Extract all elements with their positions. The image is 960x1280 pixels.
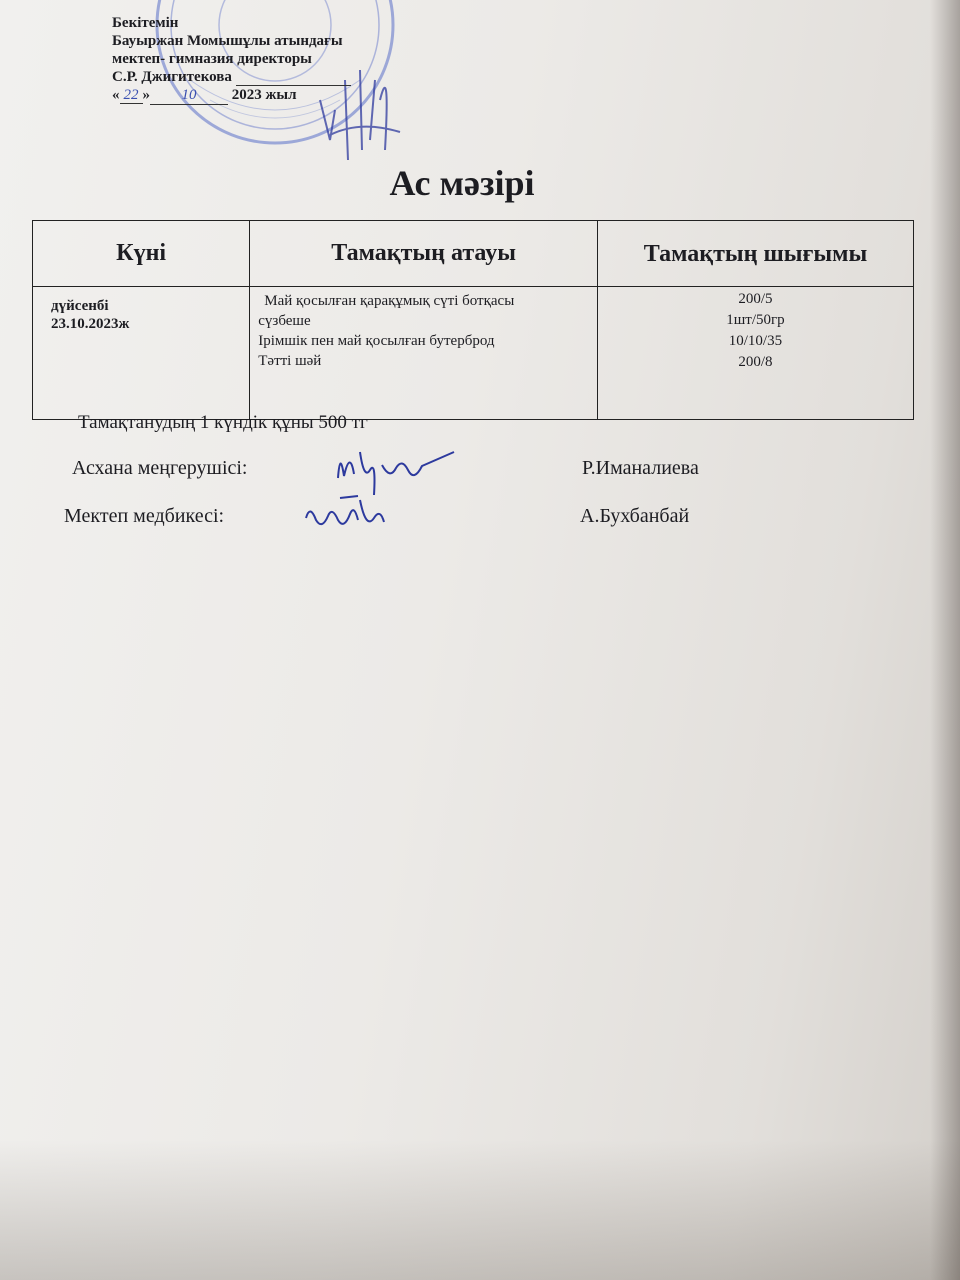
approval-heading: Бекітемін bbox=[112, 15, 179, 31]
date-quote-close: » bbox=[142, 87, 150, 103]
approval-position: мектеп- гимназия директоры bbox=[112, 51, 312, 67]
dish-item: сүзбеше bbox=[258, 313, 311, 329]
date-month: 10 bbox=[150, 86, 228, 105]
page-title: Ас мәзірі bbox=[389, 163, 535, 203]
nurse-signature bbox=[300, 490, 390, 540]
dish-item: Ірімшік пен май қосылған бутерброд bbox=[258, 333, 495, 349]
day-name: дүйсенбі bbox=[51, 298, 109, 314]
day-date: 23.10.2023ж bbox=[51, 316, 130, 332]
output-item: 200/8 bbox=[738, 354, 773, 370]
page-shadow bbox=[930, 0, 960, 1280]
output-cell bbox=[597, 287, 913, 420]
menu-table bbox=[32, 220, 914, 420]
date-year: 2023 жыл bbox=[231, 87, 297, 103]
header-dish-name: Тамақтың атауы bbox=[250, 221, 598, 287]
signature-name-nurse: А.Бухбанбай bbox=[580, 505, 690, 527]
daily-cost: Тамақтанудың 1 күндік құны 500 тг bbox=[78, 412, 368, 433]
approval-block bbox=[112, 14, 351, 105]
date-quote-open: « bbox=[112, 87, 120, 103]
day-cell bbox=[33, 287, 250, 420]
signature-name-kitchen: Р.Иманалиева bbox=[582, 457, 699, 479]
dish-item: Май қосылған қарақұмық сүті ботқасы bbox=[264, 293, 515, 309]
approval-director-name: С.Р. Джигитекова bbox=[112, 69, 232, 85]
output-item: 10/10/35 bbox=[728, 333, 783, 349]
signature-line bbox=[236, 71, 351, 86]
dish-cell bbox=[250, 287, 598, 420]
date-day: 22 bbox=[120, 87, 143, 104]
header-day: Күні bbox=[33, 221, 250, 287]
table-row bbox=[33, 287, 914, 420]
output-item: 200/5 bbox=[738, 291, 773, 307]
dish-item: Тәтті шәй bbox=[258, 353, 322, 369]
page-shadow-bottom bbox=[0, 1140, 960, 1280]
approval-date bbox=[112, 86, 351, 105]
signature-label-nurse: Мектеп медбикесі: bbox=[64, 505, 225, 527]
approval-director bbox=[112, 68, 351, 86]
output-item: 1шт/50гр bbox=[726, 312, 785, 328]
header-output: Тамақтың шығымы bbox=[597, 221, 913, 287]
approval-school: Бауыржан Момышұлы атындағы bbox=[112, 33, 343, 49]
table-header-row bbox=[33, 221, 914, 287]
signature-label-kitchen: Асхана меңгерушісі: bbox=[72, 457, 248, 479]
